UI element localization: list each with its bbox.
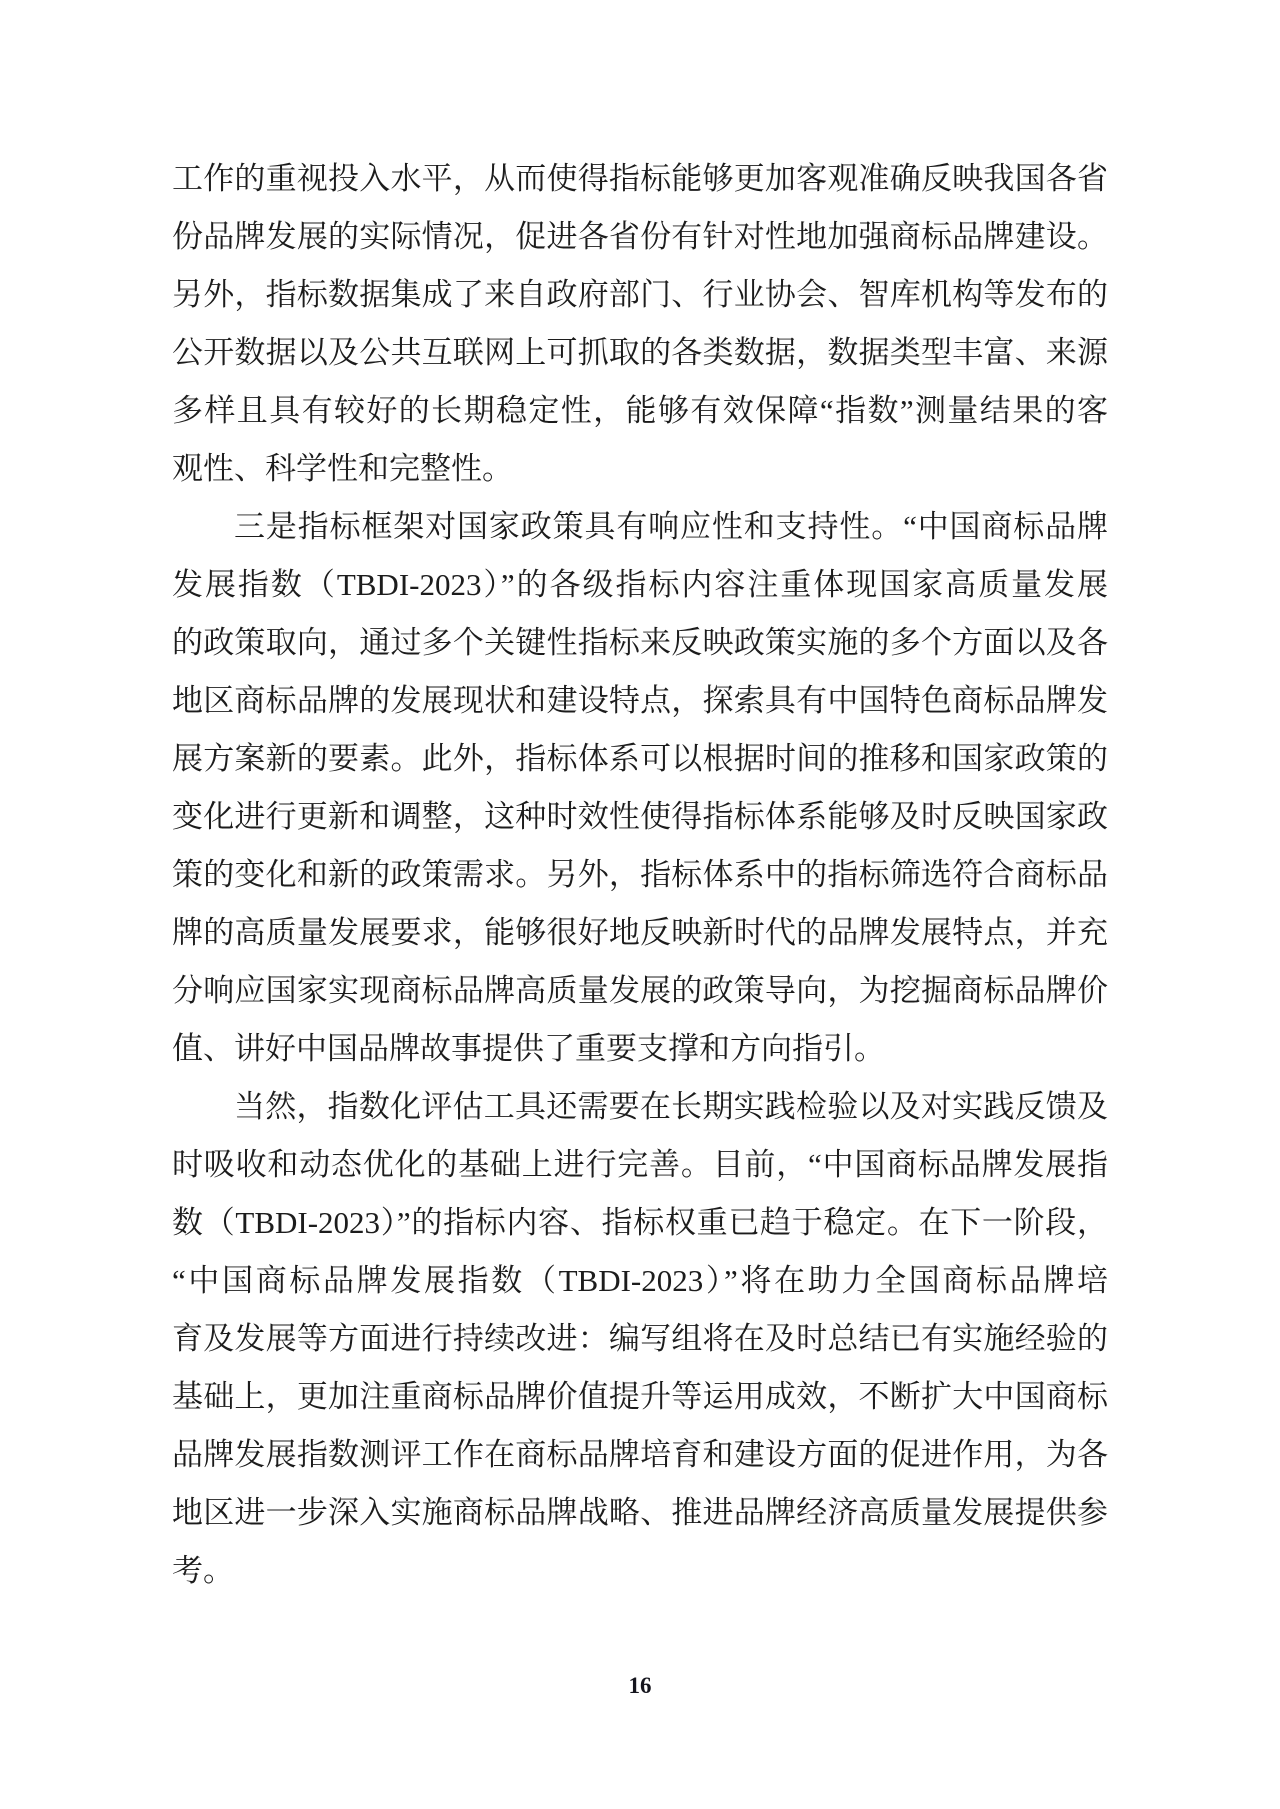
text-line: 发展指数（TBDI-2023）”的各级指标内容注重体现国家高质量发展 xyxy=(172,567,1108,602)
paragraph xyxy=(172,1078,1108,1600)
text-line: 展方案新的要素。此外，指标体系可以根据时间的推移和国家政策的 xyxy=(172,741,1108,776)
text-line: 多样且具有较好的长期稳定性，能够有效保障“指数”测量结果的客 xyxy=(172,393,1108,428)
text-line: “中国商标品牌发展指数（TBDI-2023）”将在助力全国商标品牌培 xyxy=(172,1263,1108,1298)
text-line: 策的变化和新的政策需求。另外，指标体系中的指标筛选符合商标品 xyxy=(172,857,1108,892)
text-line: 考。 xyxy=(172,1553,234,1588)
text-line: 三是指标框架对国家政策具有响应性和支持性。“中国商标品牌 xyxy=(234,509,1108,544)
text-line: 育及发展等方面进行持续改进：编写组将在及时总结已有实施经验的 xyxy=(172,1321,1108,1356)
text-line: 时吸收和动态优化的基础上进行完善。目前，“中国商标品牌发展指 xyxy=(172,1147,1108,1182)
text-line: 地区进一步深入实施商标品牌战略、推进品牌经济高质量发展提供参 xyxy=(172,1495,1108,1530)
page-number: 16 xyxy=(628,1673,652,1698)
text-line: 地区商标品牌的发展现状和建设特点，探索具有中国特色商标品牌发 xyxy=(172,683,1108,718)
text-line: 牌的高质量发展要求，能够很好地反映新时代的品牌发展特点，并充 xyxy=(172,915,1108,950)
text-line: 观性、科学性和完整性。 xyxy=(172,451,513,486)
paragraph xyxy=(172,498,1108,1078)
text-line: 另外，指标数据集成了来自政府部门、行业协会、智库机构等发布的 xyxy=(172,277,1108,312)
text-line: 基础上，更加注重商标品牌价值提升等运用成效，不断扩大中国商标 xyxy=(172,1379,1108,1414)
text-line: 品牌发展指数测评工作在商标品牌培育和建设方面的促进作用，为各 xyxy=(172,1437,1108,1472)
text-line: 的政策取向，通过多个关键性指标来反映政策实施的多个方面以及各 xyxy=(172,625,1108,660)
text-line: 变化进行更新和调整，这种时效性使得指标体系能够及时反映国家政 xyxy=(172,799,1108,834)
text-line: 公开数据以及公共互联网上可抓取的各类数据，数据类型丰富、来源 xyxy=(172,335,1108,370)
text-block xyxy=(172,150,1108,1600)
text-line: 数（TBDI-2023）”的指标内容、指标权重已趋于稳定。在下一阶段， xyxy=(172,1205,1108,1240)
text-line: 分响应国家实现商标品牌高质量发展的政策导向，为挖掘商标品牌价 xyxy=(172,973,1108,1008)
text-line: 份品牌发展的实际情况，促进各省份有针对性地加强商标品牌建设。 xyxy=(172,219,1108,254)
paragraph xyxy=(172,150,1108,498)
text-line: 工作的重视投入水平，从而使得指标能够更加客观准确反映我国各省 xyxy=(172,161,1108,196)
text-line: 当然，指数化评估工具还需要在长期实践检验以及对实践反馈及 xyxy=(234,1089,1108,1124)
text-line: 值、讲好中国品牌故事提供了重要支撑和方向指引。 xyxy=(172,1031,885,1066)
